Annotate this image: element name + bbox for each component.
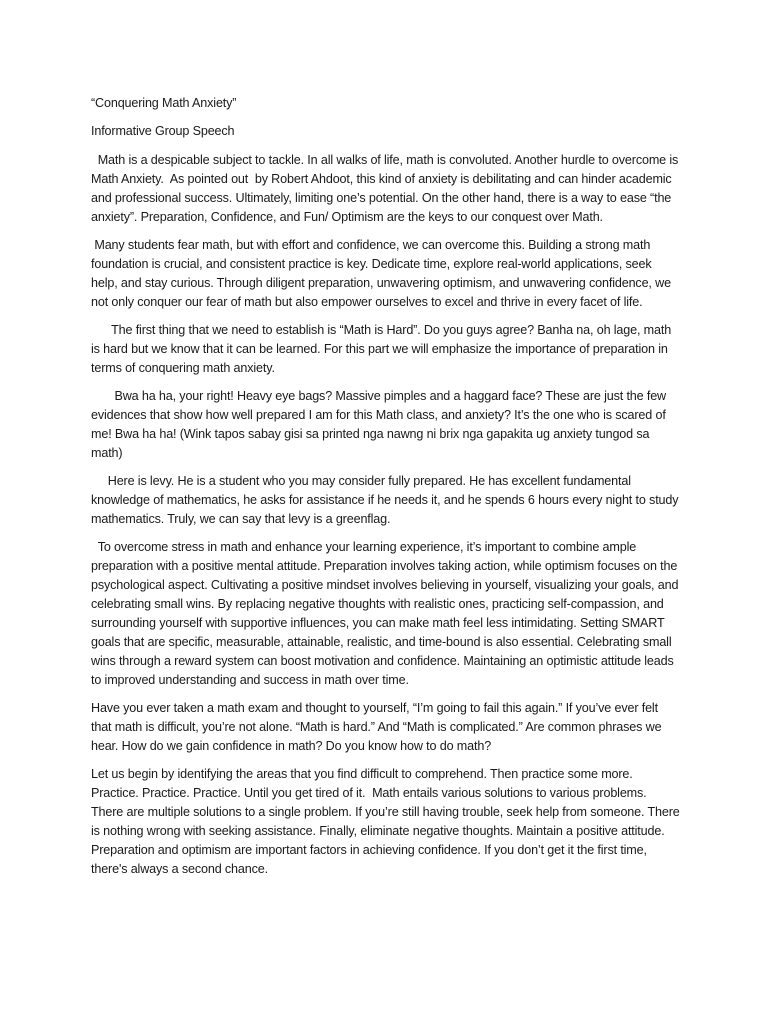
document-page [91, 94, 681, 888]
paragraph-intro: Math is a despicable subject to tackle. In all walks of life, math is convoluted. Another hurdle to overcome is Math Anxiety. As pointed out by Robert Ahdoot, this kind of anxiety is debilitating and can hinder academic and professional success. Ultimately, limiting one’s potential. On the other hand, there is a way to ease “the anxiety”. Preparation, Confidence, and Fun/ Optimism are the keys to our conquest over Math. [91, 153, 679, 224]
paragraph-bwa-ha-ha: Bwa ha ha, your right! Heavy eye bags? Massive pimples and a haggard face? These are just the few evidences that show how well prepared I am for this Math class, and anxiety? It’s the one who is scared of me! Bwa ha ha! (Wink tapos sabay gisi sa printed nga nawng ni brix nga gapakita ug anxiety tungod sa math) [91, 389, 667, 460]
paragraph-overview: Many students fear math, but with effort and confidence, we can overcome this. Building a strong math foundation is crucial, and consistent practice is key. Dedicate time, explore real-world applications, seek help, and stay curious. Through diligent preparation, unwavering optimism, and unwavering confidence, we not only conquer our fear of math but also empower ourselves to excel and thrive in every facet of life. [91, 238, 671, 309]
paragraph-practice: Let us begin by identifying the areas that you find difficult to comprehend. Then practice some more. Practice. Practice. Practice. Until you get tired of it. Math entails various solutions to various problems. There are multiple solutions to a single problem. If you’re still having trouble, seek help from someone. There is nothing wrong with seeking assistance. Finally, eliminate negative thoughts. Maintain a positive attitude. Preparation and optimism are important factors in achieving confidence. If you don’t get it the first time, there's always a second chance. [91, 767, 680, 876]
paragraph-confidence-question: Have you ever taken a math exam and thought to yourself, “I’m going to fail this again.” If you’ve ever felt that math is difficult, you’re not alone. “Math is hard.” And “Math is complicated.” Are common phrases we hear. How do we gain confidence in math? Do you know how to do math? [91, 701, 662, 753]
document-subtitle: Informative Group Speech [91, 124, 235, 138]
paragraph-levy: Here is levy. He is a student who you may consider fully prepared. He has excellent fundamental knowledge of mathematics, he asks for assistance if he needs it, and he spends 6 hours every night to study mathematics. Truly, we can say that levy is a greenflag. [91, 474, 679, 526]
paragraph-optimism: To overcome stress in math and enhance your learning experience, it’s important to combine ample preparation with a positive mental attitude. Preparation involves taking action, while optimism focuses on the psychological aspect. Cultivating a positive mindset involves believing in yourself, visualizing your goals, and celebrating small wins. By replacing negative thoughts with realistic ones, practicing self-compassion, and surrounding yourself with supportive influences, you can make math feel less intimidating. Setting SMART goals that are specific, measurable, attainable, realistic, and time-bound is also essential. Celebrating small wins through a reward system can boost motivation and confidence. Maintaining an optimistic attitude leads to improved understanding and success in math over time. [91, 540, 679, 687]
document-title: “Conquering Math Anxiety” [91, 96, 237, 110]
paragraph-math-is-hard: The first thing that we need to establish is “Math is Hard”. Do you guys agree? Banha na, oh lage, math is hard but we know that it can be learned. For this part we will emphasize the importance of preparation in terms of conquering math anxiety. [91, 323, 672, 375]
